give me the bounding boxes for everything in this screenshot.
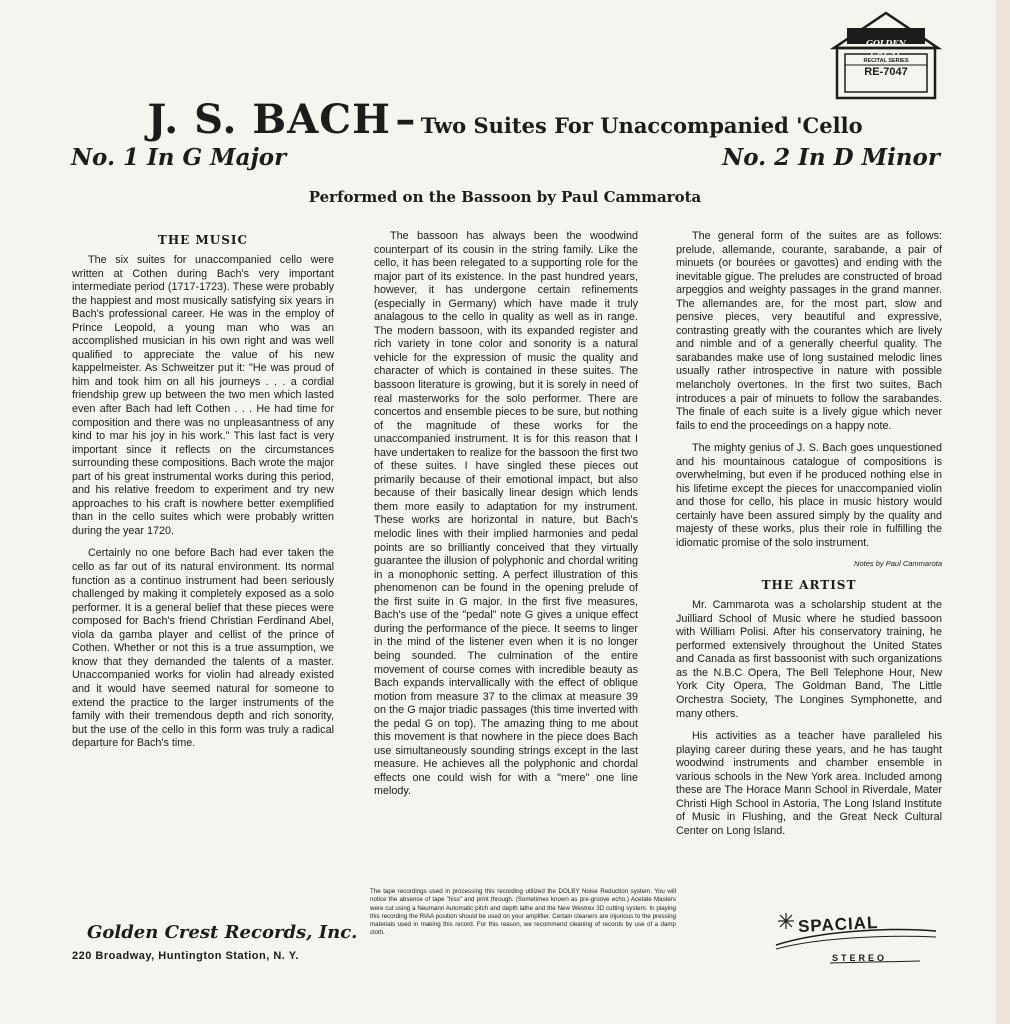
spacial-word: SPACIAL (797, 912, 879, 937)
artist-paragraph-1: Mr. Cammarota was a scholarship student at the Juilliard School of Music where he studied bassoon with William Polisi. After his conservatory training, he performed extensively throughout the United States and Canada as first bassoonist with such organizations as the N.B.C Opera, The Bell Telephone Hour, New York City Opera, The Goldman Band, The Little Orchestra Society, The Longines Symphonette, and many others. (676, 599, 942, 720)
music-paragraph-4: The general form of the suites are as follows: prelude, allemande, courante, sarabande, a pair of minuets (or bourées or gavottes) and ending with the inevitable gigue. The preludes are constructed of broad arpeggios and weighty passages in the grand manner. The allemandes are, for the most part, slow and pensive pieces, very beautiful and expressive, contrasting greatly with the courantes which are lively and nimble and of a generally cheerful quality. The sarabandes make use of long sustained melodic lines usually rather introspective in nature with possible melancholy overtones. In the first two suites, Bach introduces a pair of minuets to follow the sarabandes. The finale of each suite is a lively gigue which never fails to end the proceedings on a happy note. (676, 230, 942, 432)
performer-line: Performed on the Bassoon by Paul Cammarota (308, 188, 702, 206)
title-dash: – (395, 96, 417, 143)
spacial-stereo-logo (770, 905, 940, 975)
music-paragraph-5: The mighty genius of J. S. Bach goes unquestioned and his mountainous catalogue of compositions is overwhelming, but even if he produced nothing else in his lifetime except the pieces for unaccompanied violin and those for cello, his place in music history would certainly have been assured simply by the quality and majesty of these works, plus their role in fulfilling the idiomatic promise of the solo instrument. (676, 442, 942, 550)
text-column-1 (72, 230, 334, 760)
music-heading: THE MUSIC (157, 233, 249, 247)
music-paragraph-3: The bassoon has always been the woodwind counterpart of its cousin in the string family. Like the cello, it has been relegated to a supporting role for the major part of its existence. In the past hundred years, however, it has undergone certain refinements (especially in Germany) which have made it truly analagous to the cello in quality as well as in range. The modern bassoon, with its expanded register and rich variety in tone color and sonority is a natural vehicle for the expression of music the quality and character of which is contained in these suites. The bassoon literature is growing, but it is sorely in need of real masterworks for the solo performer. There are concertos and ensemble pieces to be sure, but nothing of the magnitude of these works for the unaccompanied instrument. It is for this reason that I have undertaken to realize for the bassoon the first two of these suites. I have singled these pieces out primarily because of their emotional impact, but also because of their basically linear design which lends them more easily to adaptation for my instrument. These works are horizontal in nature, but Bach's melodic lines with their implied harmonies and pedal points are so brilliantly conceived that they virtually guarantee the illusion of polyphonic and chordal writing in a monophonic setting. A perfect illustration of this phenomenon can be found in the opening prelude of the first suite in G major. In the first five measures, Bach's use of the "pedal" note G gives a unique effect during the performance of the piece. It seems to linger in the mind of the listener even when it is no longer being sounded. The culmination of the entire movement of course comes with incredible beauty as Bach expands intervallically with the effect of oblique motion from measure 37 to the climax at measure 39 on the G major triadic passages (this time inverted with the pedal G on top). The amazing thing to me about this movement is that nowhere in the piece does Bach use simultaneously sounding strings except in the last measure. He achieves all the polyphonic and chordal effects one could wish for with a "mere" one line melody. (374, 230, 638, 798)
technical-note: The tape recordings used in processing this recording utilized the DOLBY Noise Reduction system. You will notice the absence of tape "hiss" and print through. (Sometimes known as pre-groove echo.) Acetate Masters were cut using a Neumann Automatic pitch and depth lathe and the New Westrex 3D cutting system. In playing this recording the RIAA position should be used on your amplifier. Certain cleaners are injurious to the pressing materials used in making this record. For this reason, we recommend cleaning of records by use of a damp cloth. (370, 888, 676, 937)
golden-crest-logo (830, 10, 942, 100)
sleeve-edge (996, 0, 1010, 1024)
stereo-word: STEREO (832, 953, 888, 963)
logo-brand: GOLDEN CREST (866, 38, 906, 58)
work-title: Two Suites For Unaccompanied 'Cello (420, 113, 863, 138)
suite-1-title: No. 1 In G Major (71, 144, 287, 171)
record-label-name: Golden Crest Records, Inc. (87, 922, 358, 943)
text-column-2 (374, 230, 638, 808)
record-label-address: 220 Broadway, Huntington Station, N. Y. (72, 950, 299, 962)
music-paragraph-2: Certainly no one before Bach had ever taken the cello as far out of its natural environment. Its normal function as a continuo instrument had been seriously challenged by making it completely exposed as a solo performer. It is a general belief that these pieces were composed for Bach's friend Christian Ferdinand Abel, viola da gamba player and cellist of the prince of Cothen. Whether or not this is a true assumption, we know that they demanded the talents of a master. Unaccompanied works for violin had already existed and it would have seemed natural for someone to extend the practice to the larger instruments of the family with their tremendous depth and rich sonority, but the use of the cello in this form was truly a radical departure for Bach's time. (72, 547, 334, 750)
music-paragraph-1: The six suites for unaccompanied cello were written at Cothen during Bach's very important intermediate period (1717-1723). These were probably the happiest and most musically satisfying six years in Bach's professional career. He was in the employ of Prince Leopold, a young man who was an accomplished musician in his own right and was well qualified to appreciate the value of his new kappelmeister. As Schweitzer put it: "He was proud of him and took him on all his journeys . . . a cordial friendship grew up between the two men which lasted even after Bach had left Cothen . . . He had time for composition and there was no unpleasantness of any kind to mar his joy in his work." This last fact is very important since it reflects on the circumstances surrounding these compositions. Bach wrote the major part of his great instrumental works during this period, and his relative freedom to experiment and try new approaches to his craft is nowhere better exemplified than in the cello suites which were probably written during the year 1720. (72, 254, 334, 537)
text-column-3 (676, 230, 942, 847)
notes-credit: Notes by Paul Cammarota (854, 558, 942, 568)
artist-heading: THE ARTIST (761, 578, 857, 593)
album-title (0, 96, 1010, 143)
catalog-number: RE-7047 (864, 66, 908, 78)
artist-paragraph-2: His activities as a teacher have paralleled his playing career during these years, and he has taught woodwind instruments and chamber ensemble in various schools in the New York area. Included among these are The Horace Mann School in Riverdale, Mater Christi High School in Astoria, The Long Island Institute of Music in Flushing, and the Great Neck Cultural Center on Long Island. (676, 730, 942, 837)
logo-series: RECITAL SERIES (863, 58, 909, 64)
composer-name: J. S. BACH (147, 96, 391, 143)
suite-2-title: No. 2 In D Minor (722, 144, 940, 171)
